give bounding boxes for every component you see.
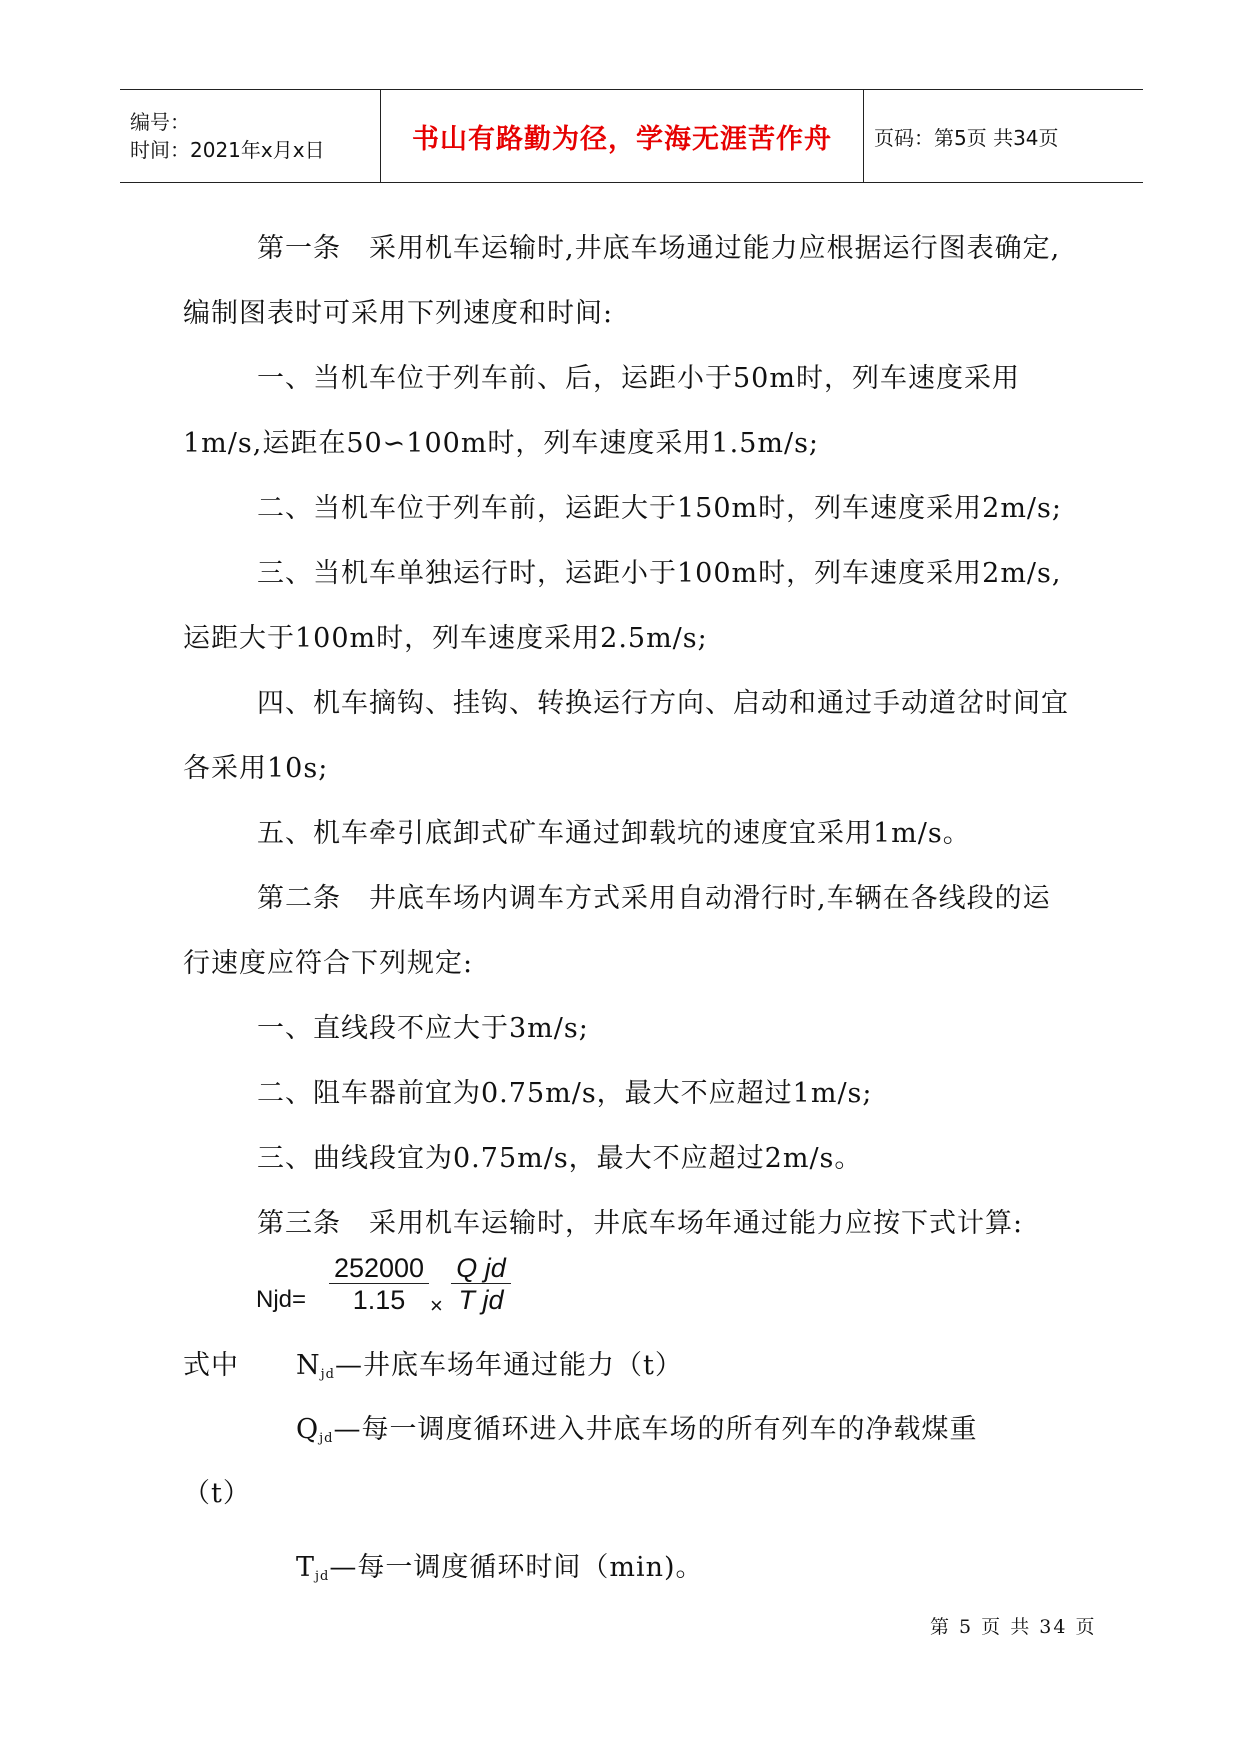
paragraph: 行速度应符合下列规定: (183, 948, 474, 979)
legend-item-n (296, 1343, 683, 1382)
paragraph: 第二条 井底车场内调车方式采用自动滑行时,车辆在各线段的运 (257, 883, 1051, 914)
page-header (120, 89, 1143, 183)
paragraph: 二、阻车器前宜为0.75m/s，最大不应超过1m/s; (257, 1078, 873, 1109)
paragraph: 运距大于100m时，列车速度采用2.5m/s; (183, 623, 708, 654)
legend-symbol: T (296, 1552, 316, 1583)
formula-fraction-constant (329, 1253, 429, 1316)
legend-subscript: jd (315, 1569, 330, 1584)
formula-denominator: T jd (458, 1285, 504, 1315)
header-motto-cell (380, 90, 864, 182)
formula-numerator: 252000 (329, 1253, 429, 1284)
header-page-cell (864, 90, 1143, 182)
legend-symbol: N (296, 1350, 321, 1381)
paragraph: 三、当机车单独运行时，运距小于100m时，列车速度采用2m/s, (257, 558, 1062, 589)
paragraph: 三、曲线段宜为0.75m/s，最大不应超过2m/s。 (257, 1143, 863, 1174)
legend-subscript: jd (319, 1431, 334, 1446)
header-meta (120, 90, 380, 182)
paragraph: 第三条 采用机车运输时，井底车场年通过能力应按下式计算: (257, 1208, 1024, 1239)
capacity-formula (256, 1253, 656, 1333)
paragraph: 四、机车摘钩、挂钩、转换运行方向、启动和通过手动道岔时间宜 (257, 688, 1069, 719)
legend-text: —每一调度循环时间（min)。 (329, 1552, 704, 1583)
formula-multiply-sign: × (430, 1293, 443, 1318)
paragraph: 1m/s,运距在50∽100m时，列车速度采用1.5m/s; (183, 428, 820, 459)
body-text (183, 216, 1113, 1256)
page-footer: 第 5 页 共 34 页 (930, 1616, 1097, 1638)
paragraph: 编制图表时可采用下列速度和时间: (183, 298, 614, 329)
paragraph: 一、当机车位于列车前、后，运距小于50m时，列车速度采用 (257, 363, 1020, 394)
paragraph: 各采用10s; (183, 753, 329, 784)
header-page-number: 页码：第5页 共34页 (874, 125, 1059, 150)
paragraph: 五、机车牵引底卸式矿车通过卸载坑的速度宜采用1m/s。 (257, 818, 971, 849)
legend-item-q (296, 1407, 978, 1446)
paragraph: 第一条 采用机车运输时,井底车场通过能力应根据运行图表确定, (257, 233, 1061, 264)
formula-numerator: Q jd (451, 1253, 511, 1284)
formula-denominator: 1.15 (352, 1285, 406, 1315)
document-number-label: 编号： (130, 110, 190, 134)
legend-item-q-continued: （t） (183, 1478, 251, 1509)
paragraph: 二、当机车位于列车前，运距大于150m时，列车速度采用2m/s; (257, 493, 1062, 524)
formula-fraction-ratio (451, 1253, 511, 1316)
legend-prefix: 式中 (183, 1350, 239, 1381)
legend-text: —井底车场年通过能力（t） (334, 1350, 683, 1381)
legend-symbol: Q (296, 1414, 320, 1445)
document-date: 时间：2021年x月x日 (130, 138, 325, 162)
header-motto: 书山有路勤为径，学海无涯苦作舟 (412, 123, 832, 155)
legend-subscript: jd (320, 1367, 335, 1382)
legend-text: —每一调度循环进入井底车场的所有列车的净载煤重 (333, 1414, 978, 1445)
formula-lhs: Njd= (256, 1286, 307, 1313)
paragraph: 一、直线段不应大于3m/s; (257, 1013, 589, 1044)
legend-item-t (296, 1545, 704, 1584)
